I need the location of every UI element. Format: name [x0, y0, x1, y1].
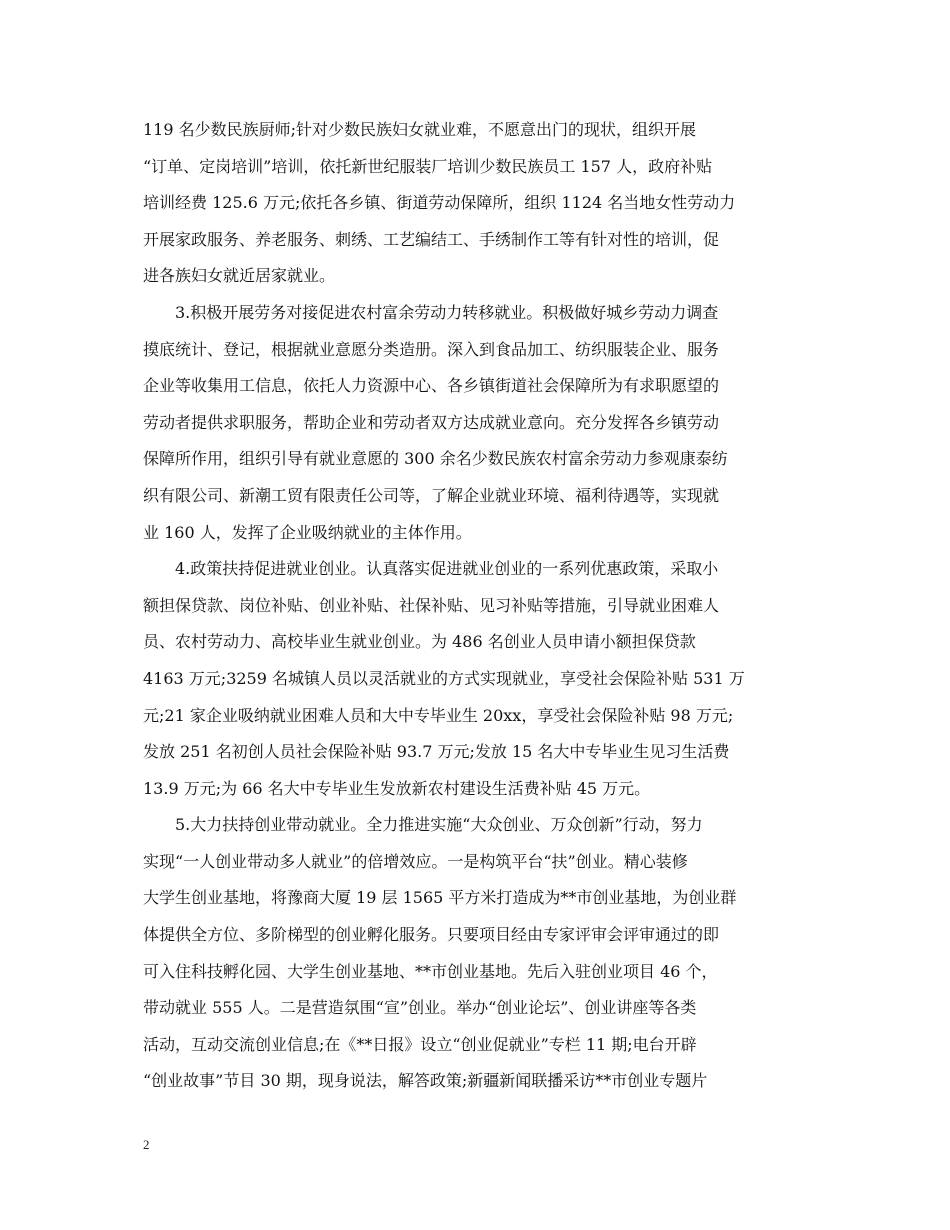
paragraph-labor-transfer: 3.积极开展劳务对接促进农村富余劳动力转移就业。积极做好城乡劳动力调查 摸底统计、登记，根据就业意愿分类造册。深入到食品加工、纺织服装企业、服务 企业等收集用工信息，依托人力资源中心、各乡镇街道社会保障所为有求职愿望的 劳动者提供求职服务，帮助企业和劳动者双方达成就业意向。充分发挥各乡镇劳动 保障所作用，组织引导有就业意愿的 300 余名少数民族农村富余劳动力参观康泰纺 织有限公司、新潮工贸有限责任公司等，了解企业就业环境、福利待遇等，实现就 业 160 人，发挥了企业吸纳就业的主体作用。 — [143, 302, 728, 542]
document-body — [143, 112, 809, 1100]
paragraph-training-continuation: 119 名少数民族厨师;针对少数民族妇女就业难，不愿意出门的现状，组织开展 “订单、定岗培训”培训，依托新世纪服装厂培训少数民族员工 157 人，政府补贴 培训经费 125.6 万元;依托各乡镇、街道劳动保障所，组织 1124 名当地女性劳动力 开展家政服务、养老服务、刺绣、工艺编结工、手绣制作工等有针对性的培训，促 进各族妇女就近居家就业。 — [143, 120, 736, 286]
paragraph-policy-support: 4.政策扶持促进就业创业。认真落实促进就业创业的一系列优惠政策，采取小 额担保贷款、岗位补贴、创业补贴、社保补贴、见习补贴等措施，引导就业困难人 员、农村劳动力、高校毕业生就业创业。为 486 名创业人员申请小额担保贷款 4163 万元;3259 名城镇人员以灵活就业的方式实现就业，享受社会保险补贴 531 万 元;21 家企业吸纳就业困难人员和大中专毕业生 20xx，享受社会保险补贴 98 万元; 发放 251 名初创人员社会保险补贴 93.7 万元;发放 15 名大中专毕业生见习生活费 13.9 万元;为 66 名大中专毕业生发放新农村建设生活费补贴 45 万元。 — [143, 559, 745, 798]
page-number: 2 — [143, 1137, 150, 1152]
paragraph-entrepreneurship: 5.大力扶持创业带动就业。全力推进实施“大众创业、万众创新”行动，努力 实现“一人创业带动多人就业”的倍增效应。一是构筑平台“扶”创业。精心装修 大学生创业基地，将豫商大厦 19 层 1565 平方米打造成为**市创业基地，为创业群 体提供全方位、多阶梯型的创业孵化服务。只要项目经由专家评审会评审通过的即 可入住科技孵化园、大学生创业基地、**市创业基地。先后入驻创业项目 46 个， 带动就业 555 人。二是营造氛围“宣”创业。举办“创业论坛”、创业讲座等各类 活动，互动交流创业信息;在《**日报》设立“创业促就业”专栏 11 期;电台开辟 “创业故事”节目 30 期，现身说法，解答政策;新疆新闻联播采访**市创业专题片 — [143, 815, 737, 1091]
